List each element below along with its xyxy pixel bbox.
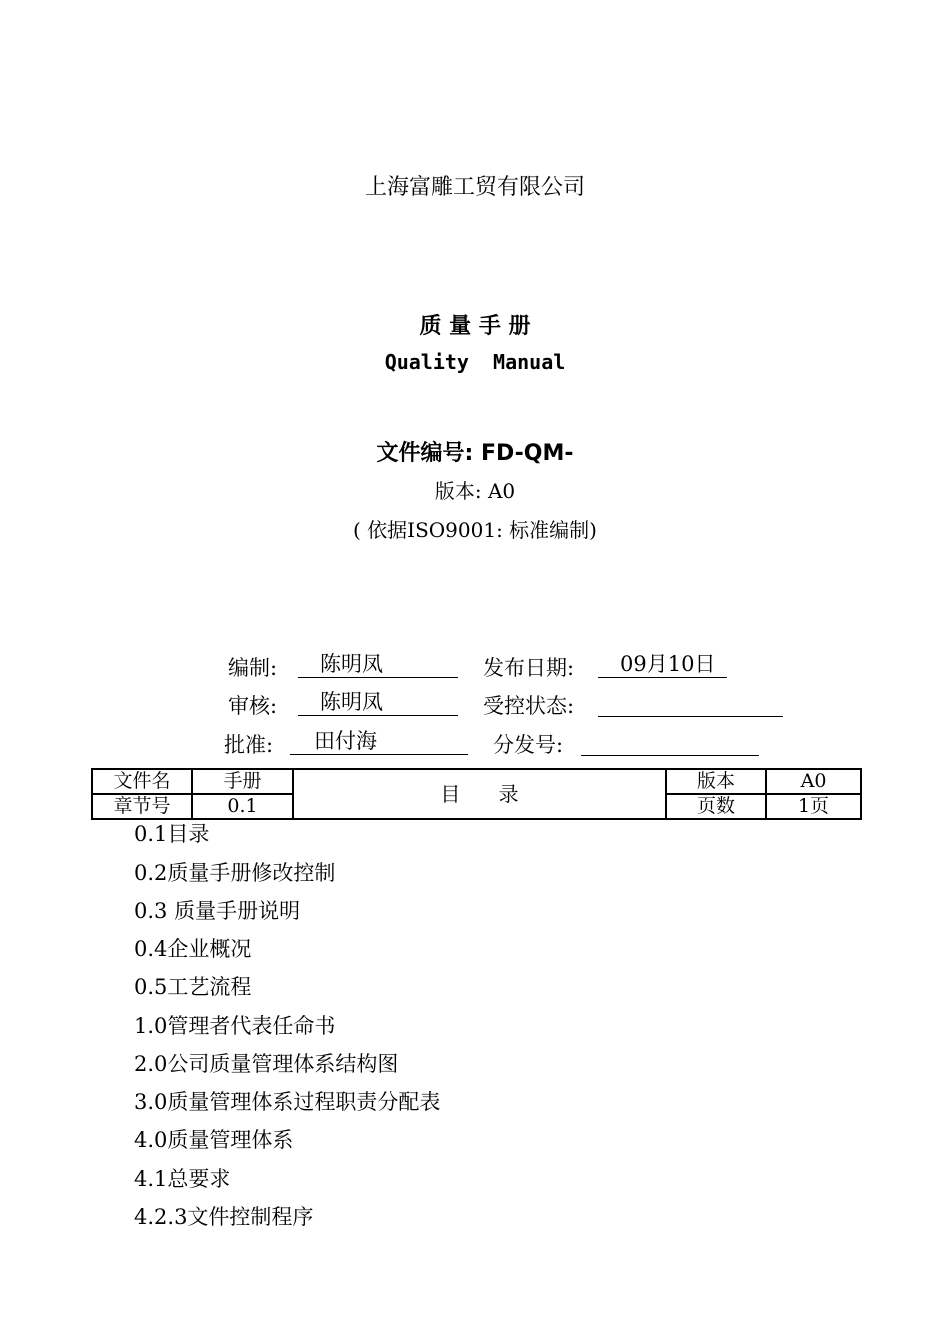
document-number: 文件编号: FD-QM- <box>376 441 574 466</box>
version-line: 版本: A0 <box>434 479 516 503</box>
version-label: 版本 <box>666 769 766 794</box>
toc-entry: 4.0质量管理体系 <box>134 1128 294 1152</box>
section-number-value: 0.1 <box>192 794 293 819</box>
issue-date-label: 发布日期: <box>483 656 575 680</box>
file-name-value: 手册 <box>192 769 293 794</box>
version-value: A0 <box>766 769 861 794</box>
approved-by-value: 田付海 <box>290 727 468 755</box>
prepared-by-value: 陈明凤 <box>298 650 458 678</box>
reviewed-by-value: 陈明凤 <box>298 688 458 716</box>
toc-entry: 0.2质量手册修改控制 <box>134 861 336 885</box>
company-name: 上海富雕工贸有限公司 <box>364 175 585 200</box>
prepared-by-label: 编制: <box>228 656 278 680</box>
standard-basis-line: ( 依据ISO9001: 标准编制) <box>353 518 597 542</box>
distribution-number-label: 分发号: <box>493 733 564 757</box>
page-count-value: 1页 <box>766 794 861 819</box>
document-header-table <box>91 768 862 820</box>
reviewed-by-label: 审核: <box>228 694 278 718</box>
control-status-value <box>598 688 783 717</box>
toc-entry: 4.1总要求 <box>134 1167 231 1191</box>
toc-entry: 3.0质量管理体系过程职责分配表 <box>134 1090 441 1114</box>
toc-entry: 0.1目录 <box>134 822 210 846</box>
distribution-number-value <box>581 727 759 756</box>
manual-title-chinese: 质 量 手 册 <box>419 314 531 339</box>
control-status-label: 受控状态: <box>483 694 575 718</box>
section-number-label: 章节号 <box>92 794 192 819</box>
approved-by-label: 批准: <box>224 733 274 757</box>
toc-entry: 0.5工艺流程 <box>134 975 252 999</box>
table-of-contents-heading: 目 录 <box>293 769 666 819</box>
issue-date-value: 09月10日 <box>598 650 727 678</box>
toc-entry: 1.0管理者代表任命书 <box>134 1014 336 1038</box>
toc-entry: 0.3 质量手册说明 <box>134 899 301 923</box>
manual-title-english: Quality Manual <box>384 350 566 374</box>
page-count-label: 页数 <box>666 794 766 819</box>
file-name-label: 文件名 <box>92 769 192 794</box>
toc-entry: 0.4企业概况 <box>134 937 252 961</box>
toc-entry: 4.2.3文件控制程序 <box>134 1205 314 1229</box>
toc-entry: 2.0公司质量管理体系结构图 <box>134 1052 399 1076</box>
